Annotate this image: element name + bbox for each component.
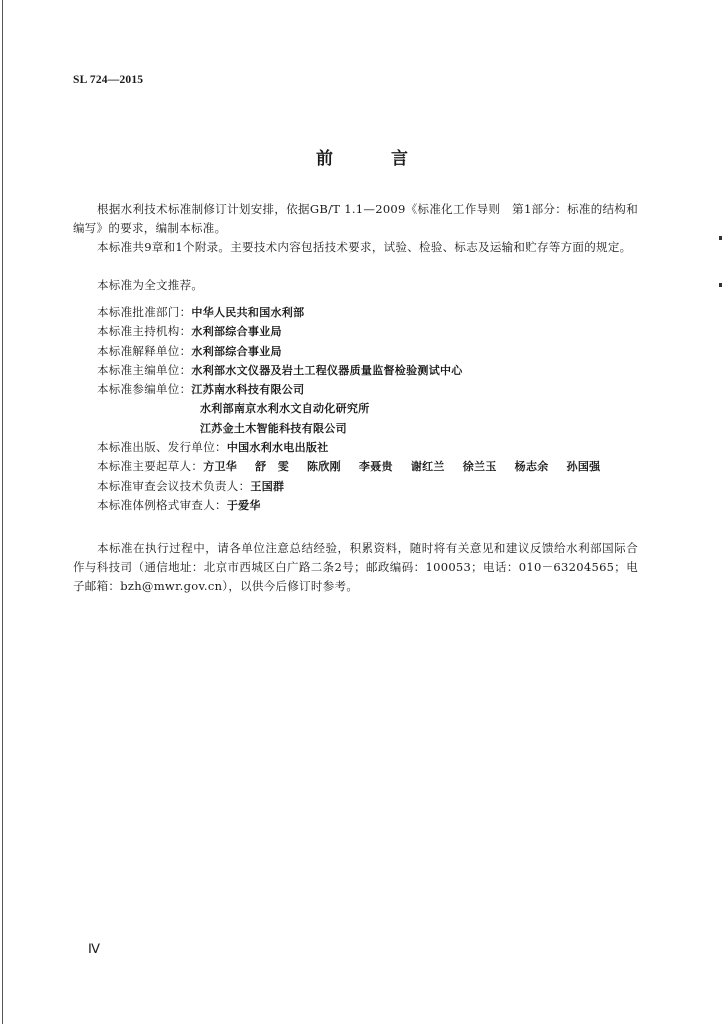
interpreter-label: 本标准解释单位： bbox=[97, 343, 192, 358]
co-editor-2: 水利部南京水利水文自动化研究所 bbox=[200, 402, 370, 416]
format-label: 本标准体例格式审查人： bbox=[97, 497, 227, 512]
interpreter-value: 水利部综合事业局 bbox=[191, 344, 282, 358]
publisher-row bbox=[97, 438, 657, 457]
drafter-name: 杨志余 bbox=[514, 460, 549, 474]
co-editor-row bbox=[97, 399, 657, 418]
paragraph-content: 本标准共9章和1个附录。主要技术内容包括技术要求，试验、检验、标志及运输和贮存等方面的规定。 bbox=[97, 240, 632, 254]
document-code: SL 724—2015 bbox=[73, 74, 144, 86]
drafter-name: 方卫华 bbox=[203, 460, 238, 474]
page-number: Ⅳ bbox=[88, 941, 100, 956]
approver-label: 本标准批准部门： bbox=[97, 305, 192, 319]
review-value: 王国群 bbox=[250, 479, 285, 493]
drafter-name: 陈欣刚 bbox=[307, 460, 341, 474]
publisher-label: 本标准出版、发行单位： bbox=[97, 440, 227, 455]
drafter-name: 李聂贵 bbox=[358, 460, 393, 474]
paragraph-feedback: 本标准在执行过程中，请各单位注意总结经验，积累资料，随时将有关意见和建议反馈给水利部国际合作与科技司（通信地址：北京市西城区白广路二条2号；邮政编码：100053；电话：010－63204565；电子邮箱：bzh@mwr.gov.cn），以供今后修订时参考。 bbox=[73, 541, 638, 593]
drafter-name: 孙国强 bbox=[566, 460, 601, 474]
standard-metadata bbox=[97, 303, 657, 515]
drafter-name: 谢红兰 bbox=[410, 460, 445, 474]
paragraph-recommendation: 本标准为全文推荐。 bbox=[97, 278, 204, 292]
format-row bbox=[97, 496, 657, 515]
paragraph-basis: 根据水利技术标准制修订计划安排，依据GB/T 1.1—2009《标准化工作导则 第1部分：标准的结构和编写》的要求，编制本标准。 bbox=[73, 202, 638, 235]
co-editor-row bbox=[97, 419, 657, 438]
host-label: 本标准主持机构： bbox=[97, 324, 192, 339]
host-row bbox=[97, 322, 657, 341]
chief-editor-value: 水利部水文仪器及岩土工程仪器质量监督检验测试中心 bbox=[191, 363, 463, 377]
review-row bbox=[97, 477, 657, 496]
scan-edge-mark bbox=[719, 236, 722, 240]
publisher-value: 中国水利水电出版社 bbox=[226, 441, 329, 455]
scan-edge-mark bbox=[719, 283, 722, 287]
interpreter-row bbox=[97, 342, 657, 361]
co-editors-label: 本标准参编单位： bbox=[97, 382, 192, 397]
host-value: 水利部综合事业局 bbox=[191, 325, 282, 339]
page-title: 前 言 bbox=[316, 149, 434, 169]
co-editor-3: 江苏金土木智能科技有限公司 bbox=[200, 421, 347, 435]
approver-value: 中华人民共和国水利部 bbox=[191, 306, 305, 319]
format-value: 于爱华 bbox=[226, 498, 261, 512]
drafters-label: 本标准主要起草人： bbox=[97, 459, 204, 474]
drafter-name: 徐兰玉 bbox=[462, 460, 497, 474]
chief-editor-row bbox=[97, 361, 657, 380]
review-label: 本标准审查会议技术负责人： bbox=[97, 478, 251, 493]
co-editor-row bbox=[97, 380, 657, 399]
approver-row bbox=[97, 303, 657, 322]
co-editor-1: 江苏南水科技有限公司 bbox=[191, 383, 305, 397]
drafter-name: 舒 雯 bbox=[255, 460, 290, 474]
drafters-row bbox=[97, 457, 657, 476]
chief-editor-label: 本标准主编单位： bbox=[97, 362, 192, 377]
